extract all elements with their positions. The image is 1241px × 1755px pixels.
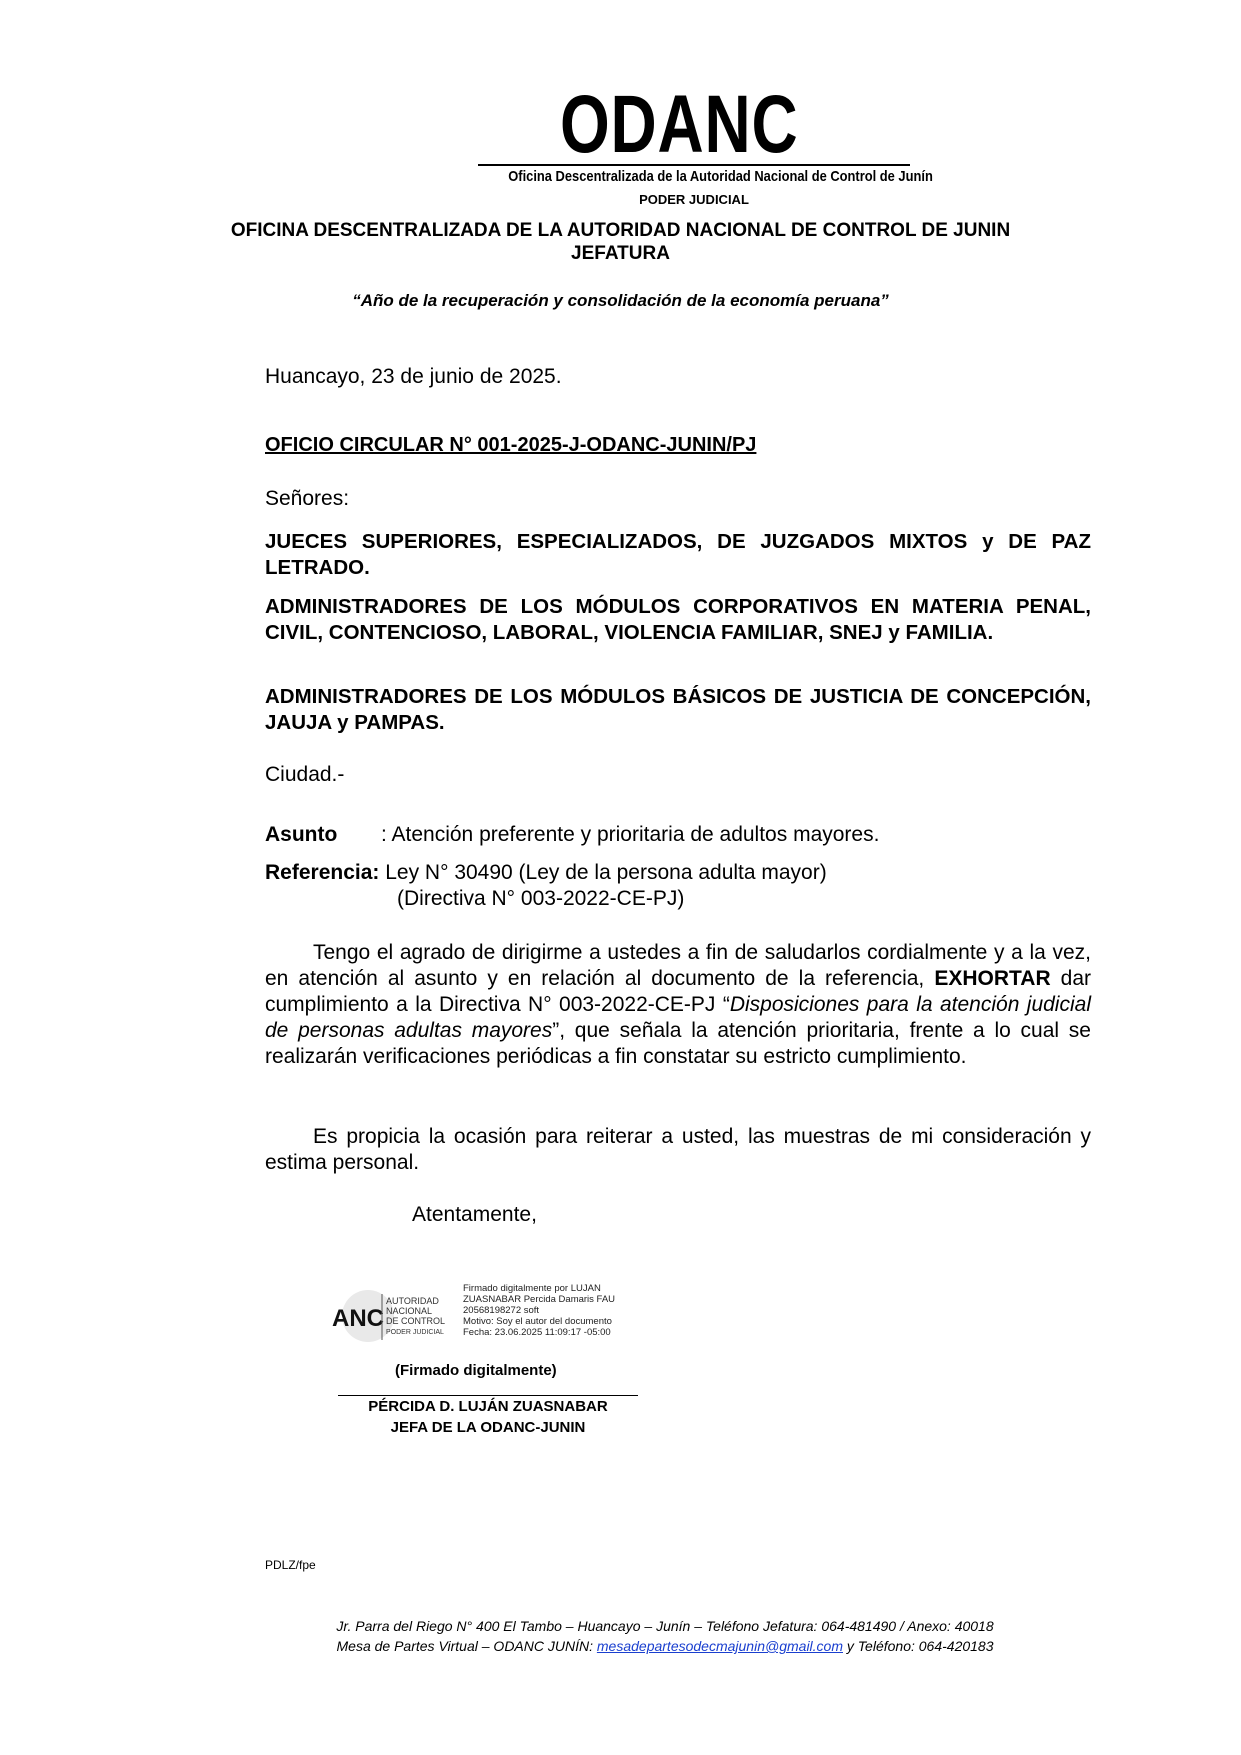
para1-bold: EXHORTAR bbox=[934, 967, 1051, 990]
subject-value: : Atención preferente y prioritaria de adultos mayores. bbox=[381, 823, 880, 846]
anc-logo-line1: AUTORIDAD bbox=[386, 1296, 439, 1306]
body-paragraph-2 bbox=[265, 1124, 1091, 1176]
place-date: Huancayo, 23 de junio de 2025. bbox=[265, 365, 562, 388]
subject-label: Asunto bbox=[265, 823, 338, 846]
institution-department: JEFATURA bbox=[571, 243, 670, 264]
anc-logo-line2: NACIONAL bbox=[386, 1306, 433, 1316]
city-line: Ciudad.- bbox=[265, 763, 345, 786]
reference-label: Referencia: bbox=[265, 861, 380, 884]
year-motto: “Año de la recuperación y consolidación de la economía peruana” bbox=[352, 291, 889, 310]
institution-name: OFICINA DESCENTRALIZADA DE LA AUTORIDAD NACIONAL DE CONTROL DE JUNIN bbox=[230, 220, 1011, 241]
signer-name: PÉRCIDA D. LUJÁN ZUASNABAR bbox=[368, 1398, 608, 1415]
digitally-signed-label: (Firmado digitalmente) bbox=[395, 1362, 557, 1379]
closing: Atentamente, bbox=[412, 1203, 537, 1226]
addressee: ADMINISTRADORES DE LOS MÓDULOS CORPORATIVOS EN MATERIA PENAL, CIVIL, CONTENCIOSO, LABORAL, VIOLENCIA FAMILIAR, SNEJ y FAMILIA. bbox=[265, 595, 1091, 644]
addressee: JUECES SUPERIORES, ESPECIALIZADOS, DE JUZGADOS MIXTOS y DE PAZ LETRADO. bbox=[265, 530, 1091, 579]
footer-email-link[interactable]: mesadepartesodecmajunin@gmail.com bbox=[596, 1638, 843, 1654]
signature-line bbox=[338, 1395, 638, 1396]
logo-subtitle: Oficina Descentralizada de la Autoridad Nacional de Control de Junín bbox=[508, 168, 933, 185]
digital-signature-details: Firmado digitalmente por LUJAN ZUASNABAR Percida Damaris FAU 20568198272 soft Motivo: Soy el autor del documento Fecha: 23.06.2025 11:09:17 -05:00 bbox=[463, 1283, 616, 1338]
logo-poder-judicial: PODER JUDICIAL bbox=[639, 192, 749, 207]
para1-text-a: Tengo el agrado de dirigirme a ustedes a fin de saludarlos cordialmente y a la vez, en atención al asunto y en relación al documento de la referencia, bbox=[265, 941, 1091, 990]
para2-text: Es propicia la ocasión para reiterar a usted, las muestras de mi consideración y estima personal. bbox=[265, 1125, 1091, 1174]
subject-row bbox=[265, 822, 879, 848]
anc-seal-logo bbox=[330, 1288, 456, 1344]
footer-contact bbox=[300, 1638, 1030, 1654]
addressee: ADMINISTRADORES DE LOS MÓDULOS BÁSICOS DE JUSTICIA DE CONCEPCIÓN, JAUJA y PAMPAS. bbox=[265, 685, 1091, 734]
anc-logo-text: ANC bbox=[332, 1305, 384, 1332]
anc-logo-line3: DE CONTROL bbox=[386, 1316, 446, 1326]
body-paragraph-1 bbox=[265, 940, 1091, 1070]
logo-divider bbox=[478, 164, 910, 166]
reference-value: Ley N° 30490 (Ley de la persona adulta mayor) bbox=[385, 861, 827, 884]
signer-role: JEFA DE LA ODANC-JUNIN bbox=[390, 1419, 586, 1436]
para1-italic: Disposiciones para la atención judicial de personas adultas mayores bbox=[265, 993, 1091, 1042]
reference-row bbox=[265, 860, 827, 886]
anc-logo-line4: PODER JUDICIAL bbox=[386, 1329, 444, 1336]
reference-value-2: (Directiva N° 003-2022-CE-PJ) bbox=[397, 887, 685, 910]
document-title: OFICIO CIRCULAR N° 001-2025-J-ODANC-JUNIN/PJ bbox=[265, 434, 757, 456]
footer-contact-prefix: Mesa de Partes Virtual – ODANC JUNÍN: bbox=[336, 1638, 597, 1654]
para1-text-c: ”, que señala la atención prioritaria, frente a lo cual se realizarán verificaciones periódicas a fin constatar su estricto cumplimiento. bbox=[265, 1019, 1091, 1068]
reference-initials: PDLZ/fpe bbox=[265, 1558, 316, 1572]
footer-phone: y Teléfono: 064-420183 bbox=[843, 1638, 994, 1654]
para1-text-b: dar cumplimiento a la Directiva N° 003-2022-CE-PJ “ bbox=[265, 967, 1092, 1016]
odanc-logo-wordmark: ODANC bbox=[560, 79, 799, 170]
salutation: Señores: bbox=[265, 487, 350, 510]
footer-address: Jr. Parra del Riego N° 400 El Tambo – Huancayo – Junín – Teléfono Jefatura: 064-481490 / Anexo: 40018 bbox=[336, 1618, 994, 1634]
